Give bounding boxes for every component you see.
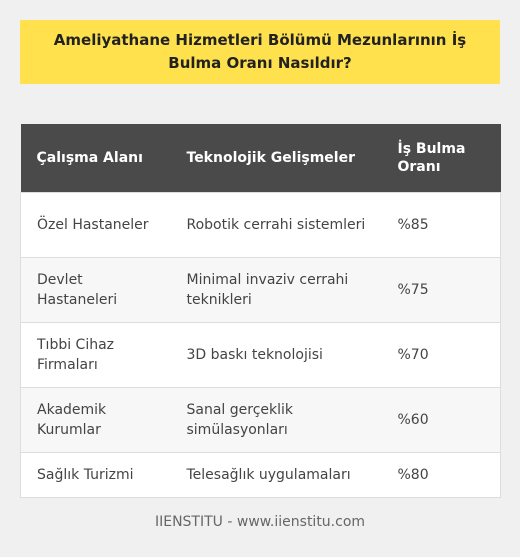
column-header-tech: Teknolojik Gelişmeler [171,124,382,192]
data-table [20,124,501,498]
table-cell: %80 [382,452,501,497]
table-cell: Özel Hastaneler [21,192,171,257]
table-row [21,452,501,497]
table-cell: %60 [382,387,501,452]
page-title: Ameliyathane Hizmetleri Bölümü Mezunlarının İş Bulma Oranı Nasıldır? [53,31,467,72]
table-row [21,257,501,322]
table-header-row [21,124,501,192]
title-banner [20,20,500,84]
table-cell: Sanal gerçeklik simülasyonları [171,387,382,452]
table-cell: %75 [382,257,501,322]
table-cell: Tıbbi Cihaz Firmaları [21,322,171,387]
table-cell: 3D baskı teknolojisi [171,322,382,387]
column-header-employment-rate: İş Bulma Oranı [382,124,501,192]
table-row [21,387,501,452]
table-cell: Robotik cerrahi sistemleri [171,192,382,257]
table-cell: Sağlık Turizmi [21,452,171,497]
table-cell: %70 [382,322,501,387]
table-cell: Devlet Hastaneleri [21,257,171,322]
table-cell: Minimal invaziv cerrahi teknikleri [171,257,382,322]
table-cell: Telesağlık uygulamaları [171,452,382,497]
footer-credit: IIENSTITU - www.iienstitu.com [154,514,366,530]
table-row [21,322,501,387]
column-header-work-area: Çalışma Alanı [21,124,171,192]
table-cell: %85 [382,192,501,257]
table-cell: Akademik Kurumlar [21,387,171,452]
table-row [21,192,501,257]
